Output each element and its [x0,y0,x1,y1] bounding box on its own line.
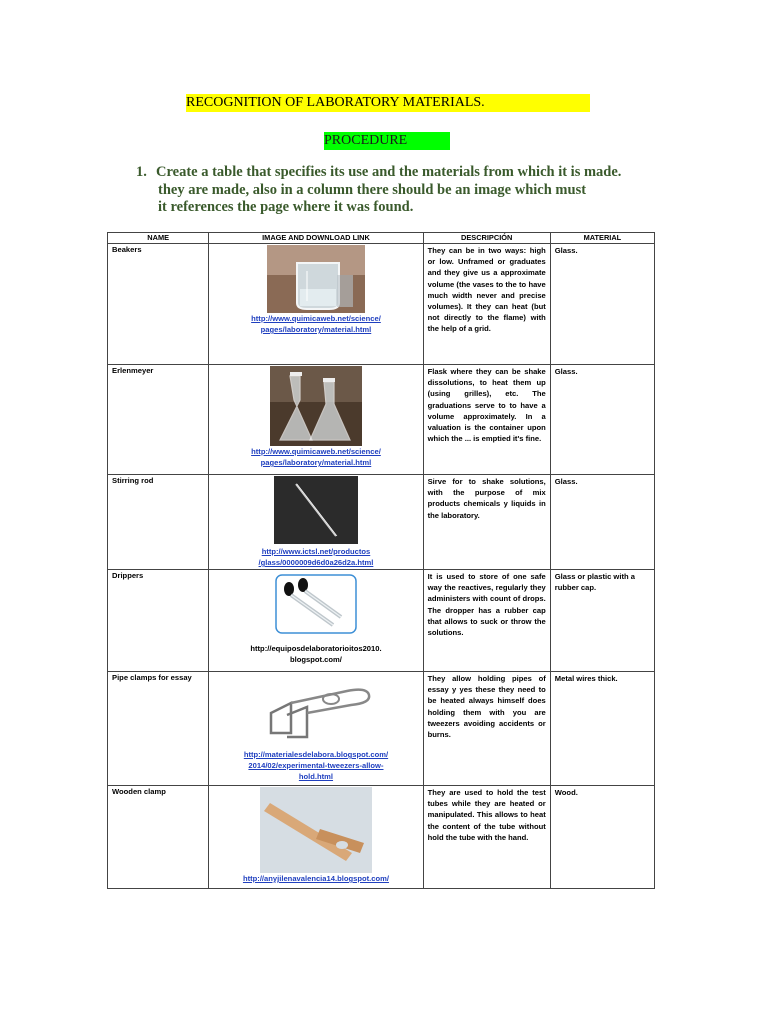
source-link[interactable]: http://anyjilenavalencia14.blogspot.com/ [242,874,389,883]
header-image: IMAGE AND DOWNLOAD LINK [209,233,423,244]
row-description: They can be in two ways: high or low. Unframed or graduates and they give us a approximate volume (the vases to the to have much width never and precise volumes). It they can heat (but not directly to the flame) with the help of a grid. [423,244,550,365]
table-row [108,570,655,672]
row-material: Glass. [550,365,654,475]
wire-clamp-photo [251,673,381,749]
instruction-line-3: it references the page where it was found. [158,199,414,215]
table-row [108,365,655,475]
row-image-cell [209,244,423,365]
instruction-line-1: Create a table that specifies its use and the materials from which it is made. [156,164,622,180]
row-description: They are used to hold the test tubes while they are heated or manipulated. This allows to heat the content of the tube without hold the tube with the hand. [423,786,550,889]
row-name: Erlenmeyer [108,365,209,475]
row-description: It is used to store of one safe way the reactives, regularly they administers with count of drops. The dropper has a rubber cap that allows to suck or throw the solutions. [423,570,550,672]
row-image-cell [209,786,423,889]
source-link[interactable]: /glass/0000009d6d0a26d2a.html [258,558,374,567]
header-material: MATERIAL [550,233,654,244]
source-link[interactable]: http://www.quimicaweb.net/science/ [251,447,381,456]
table-row [108,475,655,570]
row-description: Flask where they can be shake dissolutions, to heat them up (using grilles), etc. The graduations serve to to have a volume approximately. In a valuation is the container upon which the ... is emptied it's fine. [423,365,550,475]
row-name: Wooden clamp [108,786,209,889]
row-material: Glass or plastic with a rubber cap. [550,570,654,672]
table-row [108,672,655,786]
source-link[interactable]: hold.html [298,772,334,781]
stirring-rod-photo [274,476,358,544]
header-description: DESCRIPCIÓN [423,233,550,244]
row-material: Glass. [550,244,654,365]
wooden-clamp-photo [260,787,372,873]
row-name: Drippers [108,570,209,672]
source-link[interactable]: http://www.ictsl.net/productos [261,547,371,556]
row-image-cell [209,672,423,786]
source-link[interactable]: pages/laboratory/material.html [260,458,372,467]
source-text: blogspot.com/ [290,655,342,664]
erlenmeyer-photo [270,366,362,446]
source-link[interactable]: pages/laboratory/material.html [260,325,372,334]
source-link[interactable]: http://www.quimicaweb.net/science/ [251,314,381,323]
row-material: Metal wires thick. [550,672,654,786]
row-name: Beakers [108,244,209,365]
beaker-photo [267,245,365,313]
row-image-cell [209,475,423,570]
instruction-line-2: they are made, also in a column there should be an image which must [158,181,587,198]
source-text: http://equiposdelaboratorioitos2010. [250,644,382,653]
row-description: Sirve for to shake solutions, with the purpose of mix products chemicals y liquids in the laboratory. [423,475,550,570]
row-description: They allow holding pipes of essay y yes these they need to be heated always himself does holding them with you are tweezers avoiding accidents or burns. [423,672,550,786]
procedure-heading: PROCEDURE [324,132,450,150]
row-name: Stirring rod [108,475,209,570]
materials-table [107,232,655,889]
source-link[interactable]: http://materialesdelabora.blogspot.com/ [243,750,389,759]
table-header-row [108,233,655,244]
row-material: Wood. [550,786,654,889]
dropper-photo [275,571,357,637]
row-material: Glass. [550,475,654,570]
header-name: NAME [108,233,209,244]
list-number: 1. [136,164,147,180]
table-row [108,244,655,365]
source-link[interactable]: 2014/02/experimental-tweezers-allow- [248,761,384,770]
row-name: Pipe clamps for essay [108,672,209,786]
document-title: RECOGNITION OF LABORATORY MATERIALS. [186,94,590,112]
table-row [108,786,655,889]
instruction-paragraph [136,164,656,217]
row-image-cell [209,570,423,672]
row-image-cell [209,365,423,475]
